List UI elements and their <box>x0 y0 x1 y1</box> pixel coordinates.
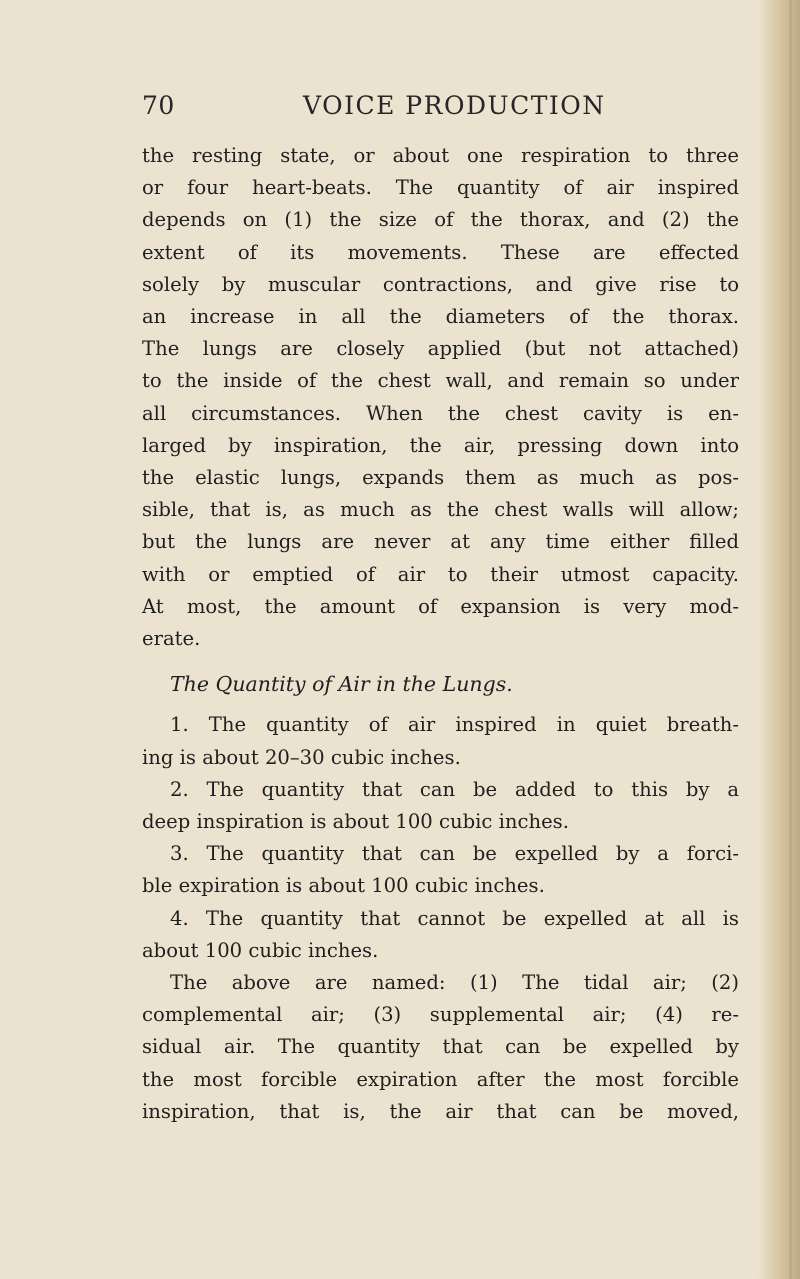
text-line: The lungs are closely applied (but not attached) <box>142 337 739 361</box>
section-heading: The Quantity of Air in the Lungs. <box>170 672 513 697</box>
text-line: inspiration, that is, the air that can be moved, <box>142 1099 739 1123</box>
paragraph-1 <box>142 140 739 655</box>
text-line: erate. <box>142 627 201 651</box>
text-line: sible, that is, as much as the chest walls will allow; <box>142 498 739 522</box>
text-line: 4. The quantity that cannot be expelled at all is <box>170 906 739 930</box>
text-line: At most, the amount of expansion is very mod- <box>142 594 739 618</box>
page-edge-shadow <box>758 0 800 1279</box>
text-line: extent of its movements. These are effected <box>142 240 739 264</box>
running-title: VOICE PRODUCTION <box>303 91 606 120</box>
text-line: the elastic lungs, expands them as much as pos- <box>142 466 739 490</box>
running-header <box>142 91 738 131</box>
text-line: larged by inspiration, the air, pressing down into <box>142 433 739 457</box>
text-line: or four heart-beats. The quantity of air inspired <box>142 176 739 200</box>
numbered-list <box>142 709 739 967</box>
text-line: all circumstances. When the chest cavity is en- <box>142 401 739 425</box>
text-line: deep inspiration is about 100 cubic inches. <box>142 810 569 834</box>
text-line: but the lungs are never at any time either filled <box>142 530 739 554</box>
body-text <box>142 140 739 1128</box>
list-item <box>142 774 739 838</box>
page-edge-streak <box>789 0 792 1279</box>
text-line: about 100 cubic inches. <box>142 938 379 962</box>
list-item <box>142 903 739 967</box>
text-line: the most forcible expiration after the most forcible <box>142 1067 739 1091</box>
text-line: the resting state, or about one respiration to three <box>142 144 739 167</box>
text-line: complemental air; (3) supplemental air; (4) re- <box>142 1003 739 1027</box>
text-line: an increase in all the diameters of the thorax. <box>142 305 739 329</box>
text-line: The above are named: (1) The tidal air; (2) <box>170 971 739 995</box>
page-number: 70 <box>142 91 175 120</box>
text-line: depends on (1) the size of the thorax, and (2) the <box>142 208 739 232</box>
text-line: 3. The quantity that can be expelled by a forci- <box>170 842 739 866</box>
text-line: ing is about 20–30 cubic inches. <box>142 745 461 769</box>
paragraph-2 <box>142 967 739 1128</box>
text-line: sidual air. The quantity that can be expelled by <box>142 1035 739 1059</box>
text-line: 2. The quantity that can be added to this by a <box>170 777 739 801</box>
text-line: 1. The quantity of air inspired in quiet breath- <box>170 713 739 737</box>
text-line: solely by muscular contractions, and give rise to <box>142 272 739 296</box>
list-item <box>142 709 739 773</box>
text-line: with or emptied of air to their utmost capacity. <box>142 562 739 586</box>
text-line: to the inside of the chest wall, and remain so under <box>142 369 739 393</box>
list-item <box>142 838 739 902</box>
text-line: ble expiration is about 100 cubic inches. <box>142 874 545 898</box>
